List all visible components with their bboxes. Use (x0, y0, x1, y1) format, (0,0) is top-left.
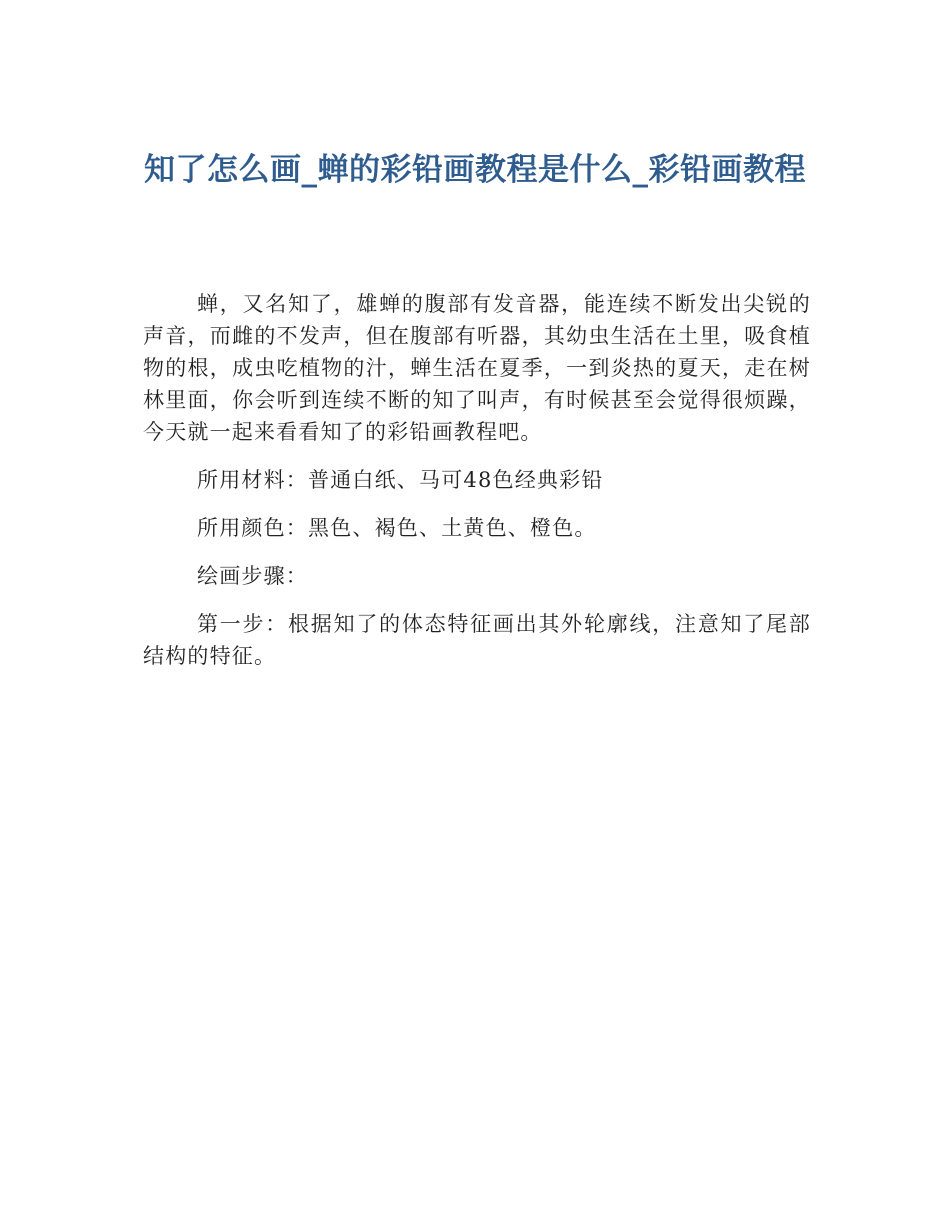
document-title: 知了怎么画_蝉的彩铅画教程是什么_彩铅画教程 (144, 152, 806, 188)
steps-heading-paragraph: 绘画步骤： (197, 564, 308, 588)
colors-paragraph: 所用颜色：黑色、褐色、土黄色、橙色。 (197, 516, 597, 540)
step-one-paragraph: 第一步：根据知了的体态特征画出其外轮廓线，注意知了尾部结构的特征。 (143, 612, 811, 668)
document-body (143, 288, 811, 688)
materials-paragraph: 所用材料：普通白纸、马可48色经典彩铅 (197, 468, 604, 492)
intro-paragraph: 蝉，又名知了，雄蝉的腹部有发音器，能连续不断发出尖锐的声音，而雌的不发声，但在腹部有听器，其幼虫生活在土里，吸食植物的根，成虫吃植物的汁，蝉生活在夏季，一到炎热的夏天，走在树林里面，你会听到连续不断的知了叫声，有时候甚至会觉得很烦躁，今天就一起来看看知了的彩铅画教程吧。 (143, 292, 811, 444)
